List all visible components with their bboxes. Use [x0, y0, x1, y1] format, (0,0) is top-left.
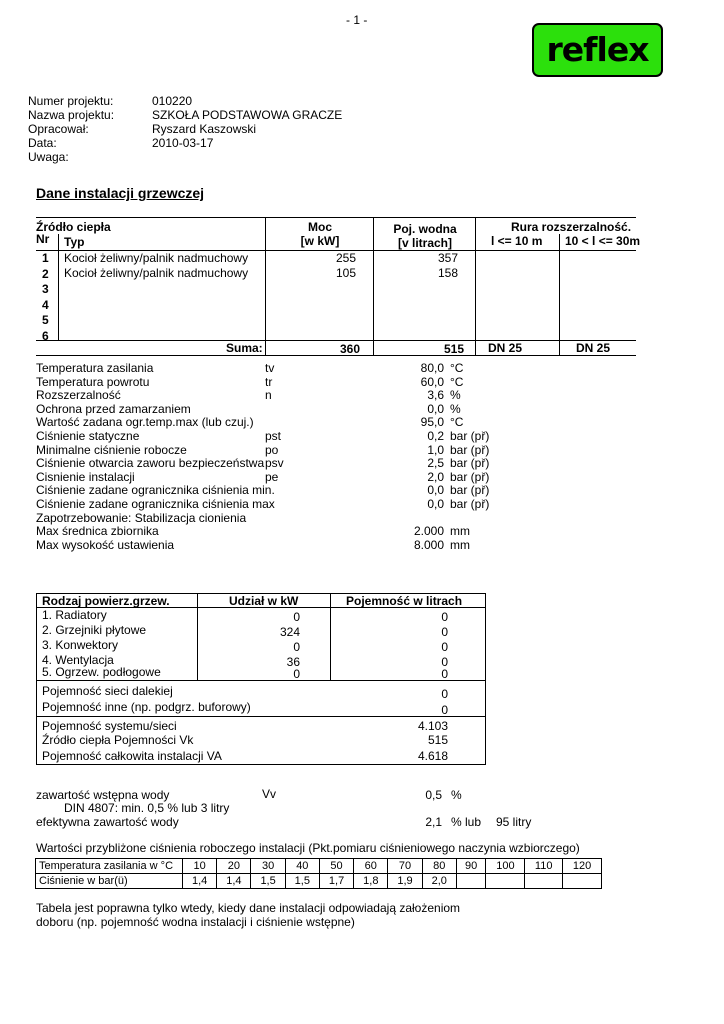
param-label: Temperatura powrotu — [36, 374, 150, 389]
param-symbol: tv — [265, 361, 275, 375]
pressure-title: Wartości przybliżone ciśnienia roboczego instalacji (Pkt.pomiaru ciśnieniowego naczynia wzbiorczego) — [36, 841, 580, 855]
pressure-cell: 2,0 — [422, 874, 456, 889]
surface-row-name: 3. Konwektory — [42, 638, 119, 652]
param-unit: bar (př) — [450, 429, 490, 443]
pressure-cell: 1,4 — [217, 874, 251, 889]
surface-row-name: 5. Ogrzew. podłogowe — [42, 665, 161, 679]
param-symbol: tr — [265, 374, 273, 389]
param-symbol: n — [265, 388, 272, 403]
footer-line-2: doboru (np. pojemność wodna instalacji i ciśnienie wstępne) — [36, 915, 355, 929]
project-name-label: Nazwa projektu: — [28, 108, 115, 122]
temp-cell: 20 — [217, 859, 251, 874]
param-unit: mm — [450, 537, 470, 552]
total-volume-label: Pojemność całkowita instalacji VA — [42, 749, 222, 763]
param-value: 1,0 — [427, 442, 444, 457]
param-unit: bar (př) — [450, 497, 490, 511]
surface-type-header: Rodzaj powierz.grzew. — [42, 594, 170, 608]
logo-text: reflex — [546, 30, 649, 69]
temp-cell: 10 — [183, 859, 217, 874]
param-label: Ochrona przed zamarzaniem — [36, 401, 191, 416]
system-volume: 4.103 — [417, 719, 448, 733]
other-volume-label: Pojemność inne (np. podgrz. buforowy) — [42, 700, 251, 714]
surface-row-volume: 0 — [441, 667, 448, 681]
volume-unit-header: [v litrach] — [397, 236, 452, 250]
param-value: 0,0 — [427, 401, 444, 416]
param-label: Ciśnienie zadane ogranicznika ciśnienia max — [36, 497, 275, 511]
pressure-cell: 1,9 — [388, 874, 422, 889]
din-note: DIN 4807: min. 0,5 % lub 3 litry — [64, 801, 230, 815]
param-value: 2.000 — [413, 524, 444, 539]
param-unit: mm — [450, 524, 470, 539]
source-volume-label: Źródło ciepła Pojemności Vk — [42, 733, 194, 747]
pressure-cell — [486, 874, 525, 889]
surface-row-name: 1. Radiatory — [42, 608, 107, 622]
heat-row-number: 3 — [42, 282, 49, 296]
param-label: Rozszerzalność — [36, 388, 121, 403]
surface-share-header: Udział w kW — [229, 594, 299, 608]
initial-water-value: 0,5 — [425, 788, 442, 802]
reflex-logo — [532, 23, 663, 77]
surface-row-volume: 0 — [441, 640, 448, 654]
heat-row-number: 4 — [42, 297, 49, 312]
surface-row-share: 36 — [286, 655, 300, 669]
sum-power: 360 — [339, 342, 360, 356]
heat-source-header: Źródło ciepła — [36, 220, 111, 234]
pipe1-value: DN 25 — [488, 341, 523, 355]
author: Ryszard Kaszowski — [152, 122, 257, 136]
pressure-cell — [525, 874, 563, 889]
type-header: Typ — [64, 235, 85, 249]
param-value: 3,6 — [427, 388, 444, 403]
param-unit: bar (př) — [450, 456, 490, 471]
param-label: Max wysokość ustawienia — [36, 537, 175, 552]
sum-label: Suma: — [226, 341, 263, 355]
project-number: 010220 — [152, 94, 193, 108]
pressure-row-label: Ciśnienie w bar(ü) — [36, 874, 183, 889]
param-value: 0,0 — [427, 497, 444, 511]
param-value: 60,0 — [420, 374, 444, 389]
param-unit: °C — [450, 361, 464, 375]
surface-row-share: 0 — [293, 667, 300, 681]
effective-water-value: 2,1 — [425, 815, 442, 829]
param-value: 95,0 — [420, 415, 444, 430]
param-symbol: pe — [265, 469, 279, 484]
param-label: Ciśnienie statyczne — [36, 429, 140, 443]
nr-header: Nr — [36, 232, 50, 246]
param-value: 2,5 — [427, 456, 444, 471]
param-label: Cisnienie instalacji — [36, 469, 135, 484]
surface-row-share: 0 — [293, 610, 300, 624]
param-symbol: pst — [265, 429, 282, 443]
pipe1-header: l <= 10 m — [491, 234, 543, 248]
surface-row-volume: 0 — [441, 625, 448, 639]
initial-water-symbol: Vv — [262, 787, 277, 801]
param-value: 2,0 — [427, 469, 444, 484]
date: 2010-03-17 — [152, 136, 214, 150]
heat-row-2-volume: 158 — [437, 266, 458, 280]
param-label: Temperatura zasilania — [36, 361, 154, 375]
param-unit: % — [450, 401, 461, 416]
heat-row-2-power: 105 — [335, 266, 356, 280]
page-number: - 1 - — [346, 13, 368, 27]
other-volume: 0 — [441, 703, 448, 717]
temp-cell: 60 — [354, 859, 388, 874]
author-label: Opracował: — [28, 122, 89, 136]
surface-row-volume: 0 — [441, 610, 448, 624]
param-label: Wartość zadana ogr.temp.max (lub czuj.) — [36, 415, 254, 430]
pressure-cell: 1,5 — [251, 874, 285, 889]
date-label: Data: — [28, 136, 57, 150]
param-label: Ciśnienie otwarcia zaworu bezpieczeństwa — [36, 456, 265, 471]
param-symbol: po — [265, 442, 279, 457]
net-volume-label: Pojemność sieci dalekiej — [42, 684, 173, 698]
surface-row-share: 324 — [279, 625, 300, 639]
pressure-cell: 1,4 — [183, 874, 217, 889]
heat-row-1-volume: 357 — [437, 251, 458, 265]
power-unit-header: [w kW] — [300, 234, 340, 248]
param-label: Zapotrzebowanie: Stabilizacja cionienia — [36, 510, 247, 525]
param-value: 0,2 — [427, 429, 444, 443]
param-value: 8.000 — [413, 537, 444, 552]
temp-row-label: Temperatura zasilania w °C — [36, 859, 183, 874]
param-value: 80,0 — [420, 361, 444, 375]
param-unit: °C — [450, 415, 464, 430]
heat-row-number: 5 — [42, 313, 49, 327]
temp-cell: 110 — [525, 859, 563, 874]
param-unit: bar (př) — [450, 469, 490, 484]
effective-water-label: efektywna zawartość wody — [36, 815, 179, 829]
note-label: Uwaga: — [28, 150, 69, 164]
pipe2-header: 10 < l <= 30m — [565, 234, 641, 248]
heat-row-1-type: Kocioł żeliwny/palnik nadmuchowy — [64, 251, 249, 265]
surface-row-share: 0 — [293, 640, 300, 654]
pressure-table — [35, 858, 602, 889]
power-header: Moc — [308, 220, 332, 234]
heat-row-2-type: Kocioł żeliwny/palnik nadmuchowy — [64, 266, 249, 280]
surface-row-volume: 0 — [441, 655, 448, 669]
param-unit: °C — [450, 374, 464, 389]
temp-cell: 100 — [486, 859, 525, 874]
pressure-cell — [563, 874, 602, 889]
param-unit: % — [450, 388, 461, 403]
temp-cell: 40 — [285, 859, 319, 874]
heat-row-number: 1 — [42, 251, 49, 265]
pipe-header: Rura rozszerzalność. — [511, 220, 632, 234]
temp-cell: 90 — [456, 859, 486, 874]
param-label: Minimalne ciśnienie robocze — [36, 442, 187, 457]
surface-volume-header: Pojemność w litrach — [346, 594, 463, 608]
surface-row-name: 2. Grzejniki płytowe — [42, 623, 147, 637]
param-label: Max średnica zbiornika — [36, 524, 159, 539]
param-symbol: psv — [265, 456, 284, 471]
pressure-cell — [456, 874, 486, 889]
effective-water-unit: % lub — [451, 815, 482, 829]
total-volume: 4.618 — [417, 749, 448, 763]
temp-cell: 30 — [251, 859, 285, 874]
volume-header: Poj. wodna — [393, 222, 457, 236]
heat-row-1-power: 255 — [335, 251, 356, 265]
heat-row-number: 6 — [42, 328, 49, 343]
pressure-cell: 1,5 — [285, 874, 319, 889]
project-name: SZKOŁA PODSTAWOWA GRACZE — [152, 108, 343, 122]
temp-cell: 70 — [388, 859, 422, 874]
source-volume: 515 — [427, 733, 448, 747]
footer-line-1: Tabela jest poprawna tylko wtedy, kiedy dane instalacji odpowiadają założeniom — [36, 901, 461, 915]
net-volume: 0 — [441, 687, 448, 701]
heat-row-number: 2 — [42, 266, 49, 281]
param-label: Ciśnienie zadane ogranicznika ciśnienia min. — [36, 483, 275, 498]
section-title: Dane instalacji grzewczej — [36, 185, 205, 201]
surface-row-name: 4. Wentylacja — [42, 653, 114, 667]
initial-water-label: zawartość wstępna wody — [36, 788, 170, 802]
param-value: 0,0 — [427, 483, 444, 498]
temp-cell: 80 — [422, 859, 456, 874]
temp-cell: 120 — [563, 859, 602, 874]
pressure-cell: 1,8 — [354, 874, 388, 889]
project-number-label: Numer projektu: — [28, 94, 114, 108]
system-volume-label: Pojemność systemu/sieci — [42, 719, 177, 733]
effective-water-liters: 95 litry — [496, 815, 532, 829]
pressure-cell: 1,7 — [319, 874, 353, 889]
temp-cell: 50 — [319, 859, 353, 874]
param-unit: bar (př) — [450, 442, 490, 457]
pipe2-value: DN 25 — [576, 341, 611, 355]
param-unit: bar (př) — [450, 483, 490, 498]
initial-water-unit: % — [451, 788, 462, 802]
sum-volume: 515 — [443, 342, 464, 356]
